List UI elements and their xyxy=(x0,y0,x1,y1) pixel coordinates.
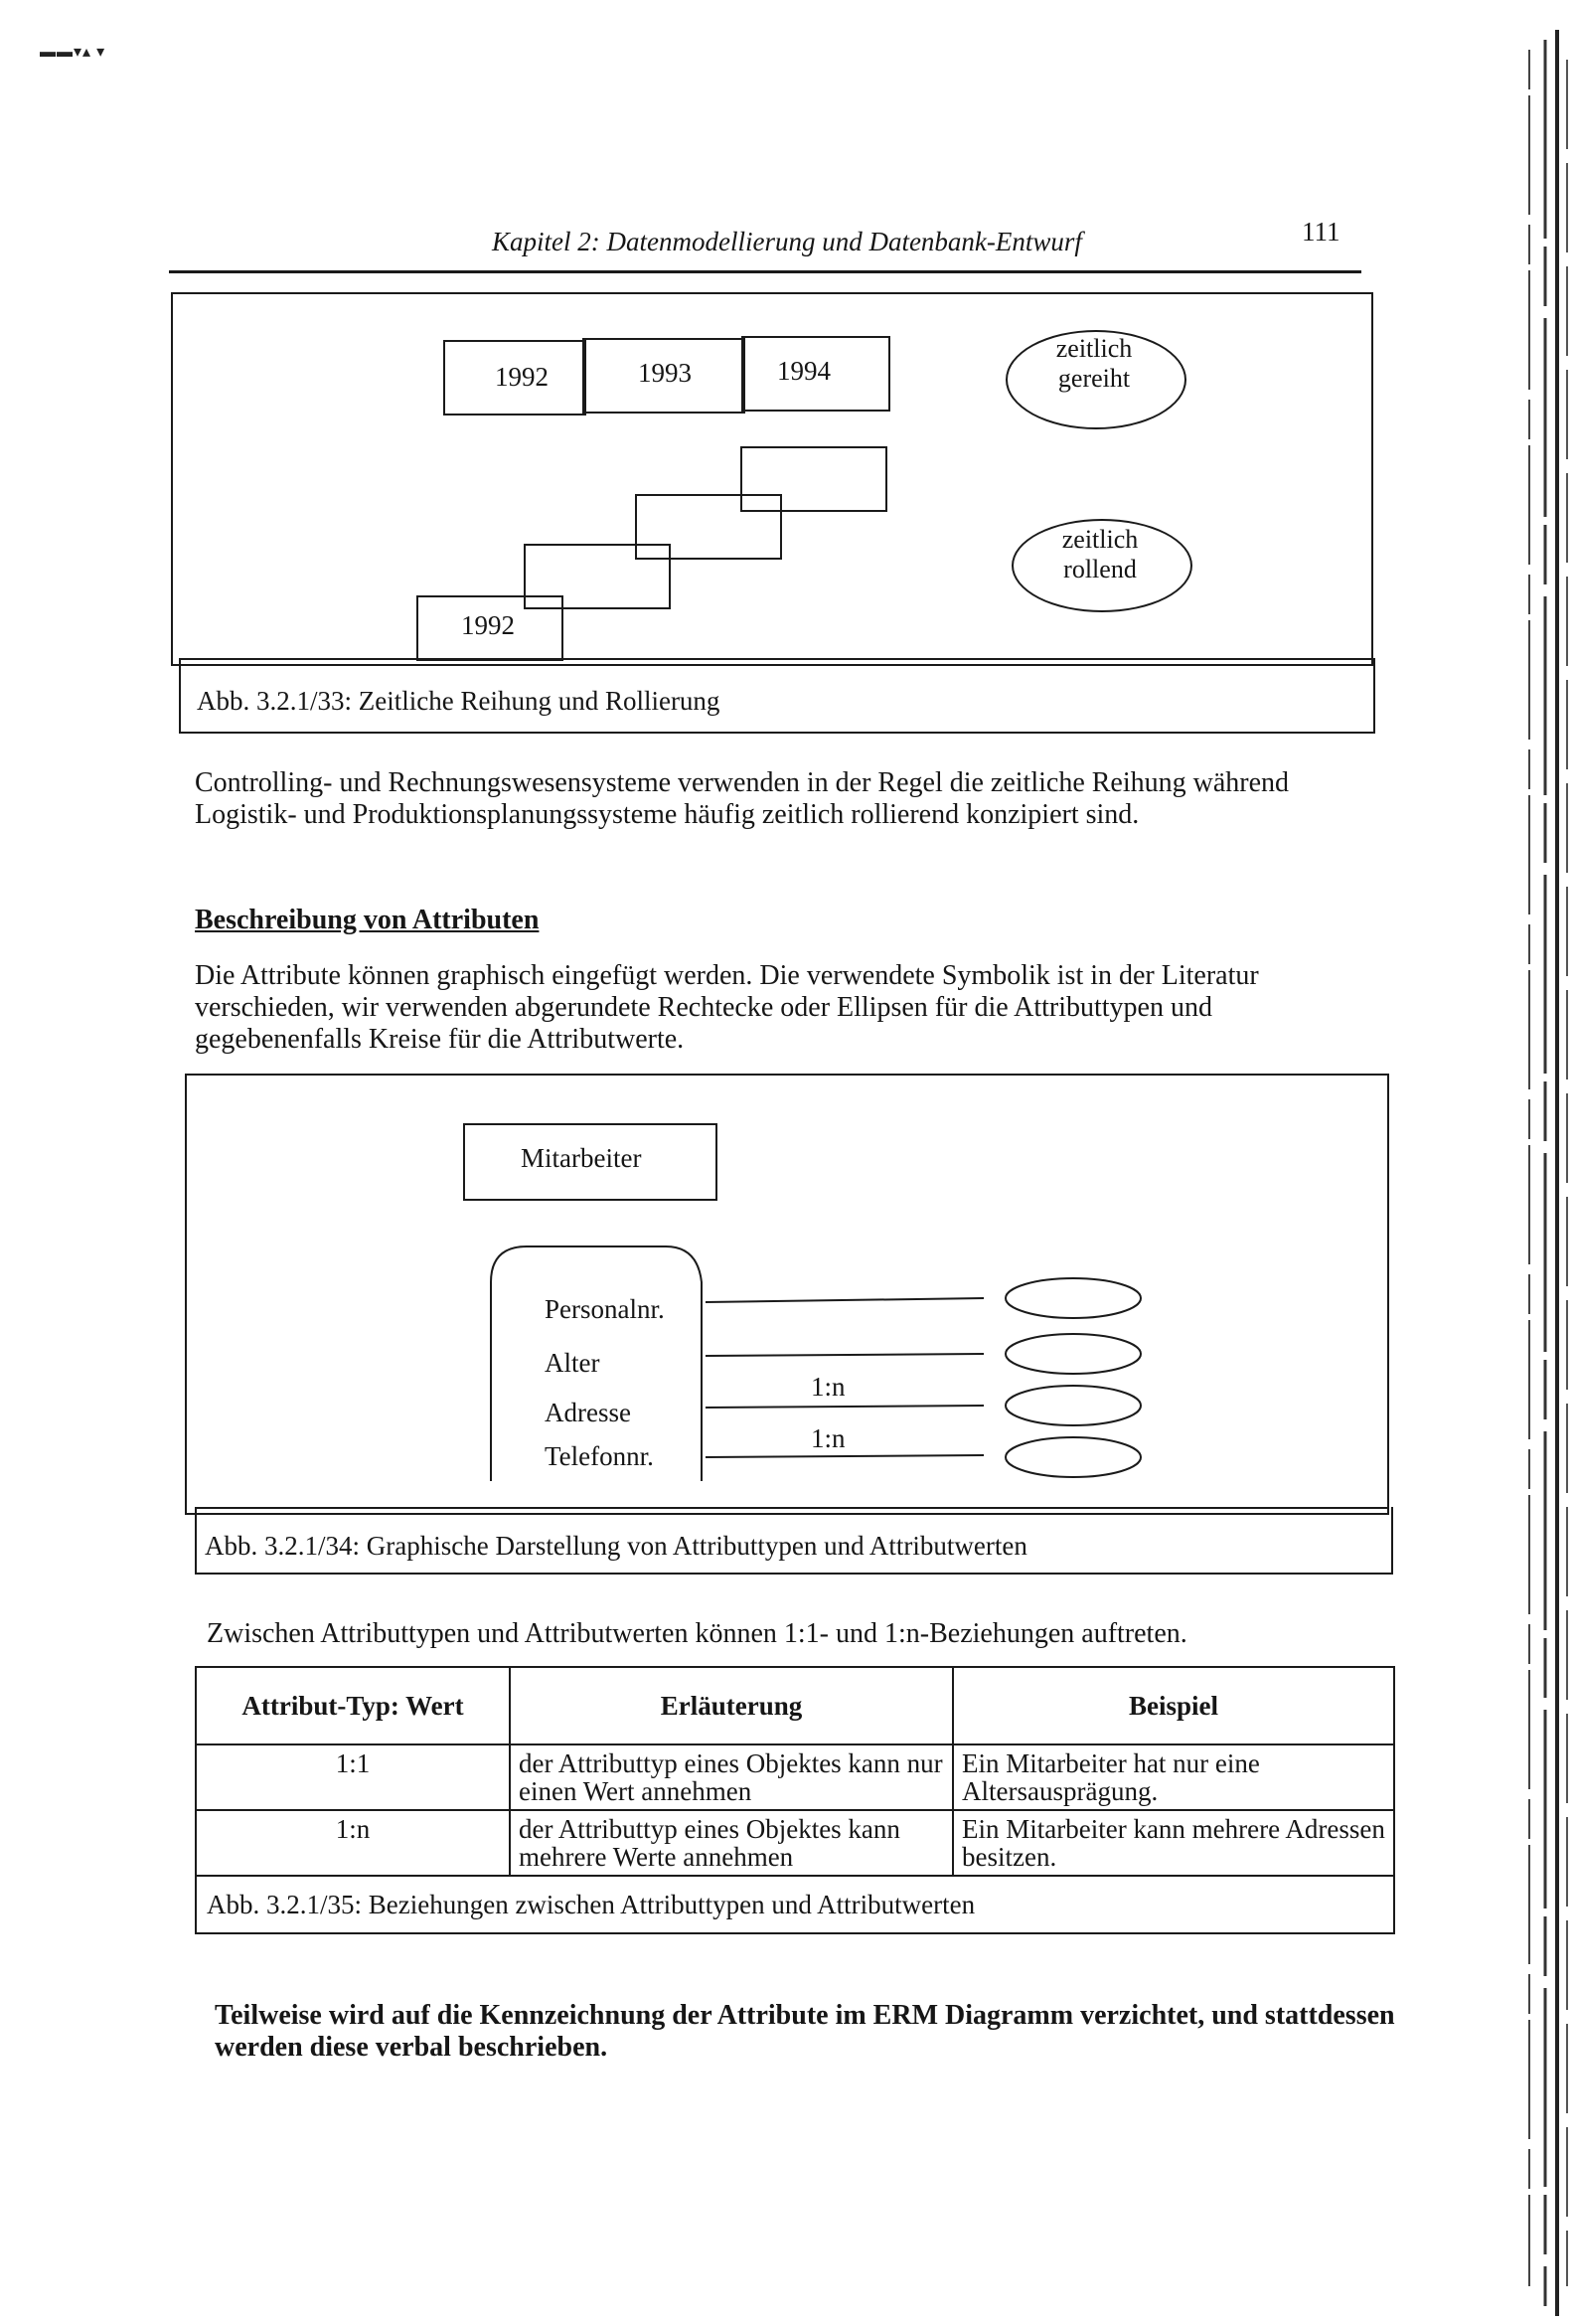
table-cell: Ein Mitarbeiter hat nur eine Altersausprägung. xyxy=(953,1744,1394,1810)
table-caption-row xyxy=(196,1876,1394,1933)
page-edge-shadow xyxy=(1498,0,1577,2324)
paragraph-attribute: Die Attribute können graphisch eingefügt werden. Die verwendete Symbolik ist in der Literatur verschieden, wir verwenden abgerundete Rechtecke oder Ellipsen für die Attributtypen und gegebenenfalls Kreise für die Attributwerte. xyxy=(195,960,1259,1055)
paragraph-reihung: Controlling- und Rechnungswesensysteme verwenden in der Regel die zeitliche Reihung während Logistik- und Produktionsplanungssysteme häufig zeitlich rollierend konzipiert sind. xyxy=(195,767,1290,830)
running-header-title: Kapitel 2: Datenmodellierung und Datenbank-Entwurf xyxy=(492,227,1082,256)
relationship-table xyxy=(195,1666,1395,1934)
attribute-personalnr: Personalnr. xyxy=(545,1294,665,1324)
table-cell: der Attributtyp eines Objektes kann nur einen Wert annehmen xyxy=(510,1744,953,1810)
paragraph-verbal: Teilweise wird auf die Kennzeichnung der Attribute im ERM Diagramm verzichtet, und stattdessen werden diese verbal beschrieben. xyxy=(215,2000,1395,2063)
figure-33-caption: Abb. 3.2.1/33: Zeitliche Reihung und Rollierung xyxy=(197,686,720,716)
table-row xyxy=(196,1810,1394,1876)
table-cell: 1:n xyxy=(196,1810,510,1876)
section-heading: Beschreibung von Attributen xyxy=(195,905,540,935)
cardinality-adresse: 1:n xyxy=(811,1372,846,1402)
page-number: 111 xyxy=(1302,217,1340,247)
attribute-alter: Alter xyxy=(545,1348,600,1378)
table-cell: 1:1 xyxy=(196,1744,510,1810)
cardinality-telefonnr: 1:n xyxy=(811,1423,846,1453)
table-header-cell: Beispiel xyxy=(953,1667,1394,1744)
attribute-telefonnr: Telefonnr. xyxy=(545,1441,654,1471)
year-label-1993: 1993 xyxy=(638,358,692,388)
entity-label: Mitarbeiter xyxy=(521,1143,642,1173)
oval-text-rollend-line2: rollend xyxy=(1063,555,1137,583)
table-cell: Ein Mitarbeiter kann mehrere Adressen besitzen. xyxy=(953,1810,1394,1876)
figure-34-caption: Abb. 3.2.1/34: Graphische Darstellung von Attributtypen und Attributwerten xyxy=(205,1531,1027,1561)
paragraph-beziehungen: Zwischen Attributtypen und Attributwerten können 1:1- und 1:n-Beziehungen auftreten. xyxy=(207,1618,1187,1649)
attribute-adresse: Adresse xyxy=(545,1398,631,1427)
header-rule xyxy=(169,270,1361,273)
table-header-cell: Attribut-Typ: Wert xyxy=(196,1667,510,1744)
oval-text-rollend-line1: zeitlich xyxy=(1061,525,1139,554)
rolling-label-1992: 1992 xyxy=(461,610,515,640)
figure-35-caption: Abb. 3.2.1/35: Beziehungen zwischen Attributtypen und Attributwerten xyxy=(196,1876,1394,1933)
scan-artifact: ▬▬▾▴ ▾ xyxy=(40,44,106,61)
table-header-row xyxy=(196,1667,1394,1744)
table-cell: der Attributtyp eines Objektes kann mehrere Werte annehmen xyxy=(510,1810,953,1876)
year-label-1992: 1992 xyxy=(495,362,549,392)
table-header-cell: Erläuterung xyxy=(510,1667,953,1744)
oval-text-gereiht-line2: gereiht xyxy=(1057,364,1131,393)
year-label-1994: 1994 xyxy=(777,356,831,386)
table-row xyxy=(196,1744,1394,1810)
oval-text-gereiht-line1: zeitlich xyxy=(1055,334,1133,363)
